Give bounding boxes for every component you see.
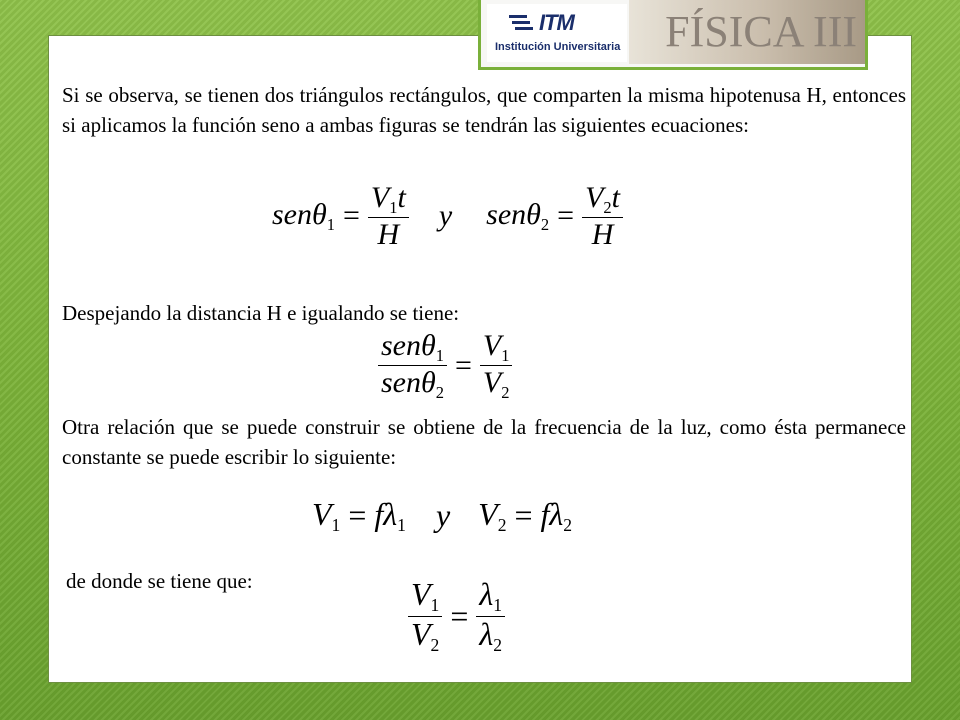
paragraph-de-donde: de donde se tiene que: [66,569,253,593]
eq1-num-a: V [370,181,390,214]
eq3-a-lhs: V [312,495,332,532]
eq4-num-l-sub: 1 [430,595,440,616]
eq3-b-lhs-sub: 2 [497,514,507,535]
eq1-lhs-b: senθ [486,197,541,231]
eq1-den-a: H [368,217,409,251]
eq1-den-b: H [582,217,623,251]
eq4-num-r: λ [479,576,494,612]
eq3-a-lhs-sub: 1 [331,514,341,535]
equation-wavelength-ratio [408,578,505,654]
eq2-num-r: V [482,329,502,362]
eq1-num-a-sub: 1 [389,197,398,217]
eq3-b-rhs: fλ [540,495,564,532]
eq2-den-r-sub: 2 [501,382,510,402]
logo-swoosh-icon [507,12,537,36]
eq4-den-l: V [411,615,431,652]
paragraph-despejando: Despejando la distancia H e igualando se tiene: [62,301,460,325]
equals-sign: = [514,497,533,534]
eq1-num-a-tail: t [397,181,406,214]
equals-sign: = [454,348,472,382]
equals-sign: = [342,199,360,233]
paragraph-intro: Si se observa, se tienen dos triángulos rectángulos, que comparten la misma hipotenusa H, entonces si aplicamos la función seno a ambas figuras se tendrán las siguientes ecuaciones: [62,83,906,137]
equation-sine-ratio [378,330,512,401]
eq1-lhs-a-sub: 1 [326,214,335,234]
eq3-b-rhs-sub: 2 [563,514,573,535]
eq2-num-r-sub: 1 [501,345,510,365]
paragraph-frecuencia: Otra relación que se puede construir se obtiene de la frecuencia de la luz, como ésta permanece constante se puede escribir lo siguiente: [62,415,906,469]
eq4-num-r-sub: 1 [493,595,503,616]
eq3-b-lhs: V [478,495,498,532]
equals-sign: = [450,597,469,634]
eq1-num-b-sub: 2 [603,197,612,217]
title-band [629,0,865,64]
eq1-num-b-tail: t [611,181,620,214]
eq2-num-l: senθ [381,329,436,362]
equation-frequency-relations [312,494,572,536]
eq2-num-l-sub: 1 [435,345,444,365]
logo-subtitle: Institución Universitaria [495,41,621,53]
header-banner [478,0,868,70]
eq1-lhs-a: senθ [272,197,327,231]
eq4-den-r: λ [479,615,494,652]
eq3-a-rhs: fλ [374,495,398,532]
eq2-den-l-sub: 2 [435,382,444,402]
course-title: FÍSICA III [665,7,857,56]
eq1-lhs-b-sub: 2 [540,214,550,234]
eq1-connector: y [438,199,453,233]
eq4-den-l-sub: 2 [430,634,440,655]
logo-brand-text: ITM [539,10,574,35]
eq3-a-rhs-sub: 1 [397,514,406,535]
equation-sine-relations [272,182,623,251]
equals-sign: = [557,199,575,233]
equals-sign: = [348,497,367,534]
eq2-den-l: senθ [381,366,436,400]
eq1-num-b: V [585,181,604,214]
institution-logo [487,4,627,62]
eq3-connector: y [435,497,451,534]
eq4-num-l: V [411,576,431,612]
eq2-den-r: V [482,366,502,400]
eq4-den-r-sub: 2 [493,634,503,655]
